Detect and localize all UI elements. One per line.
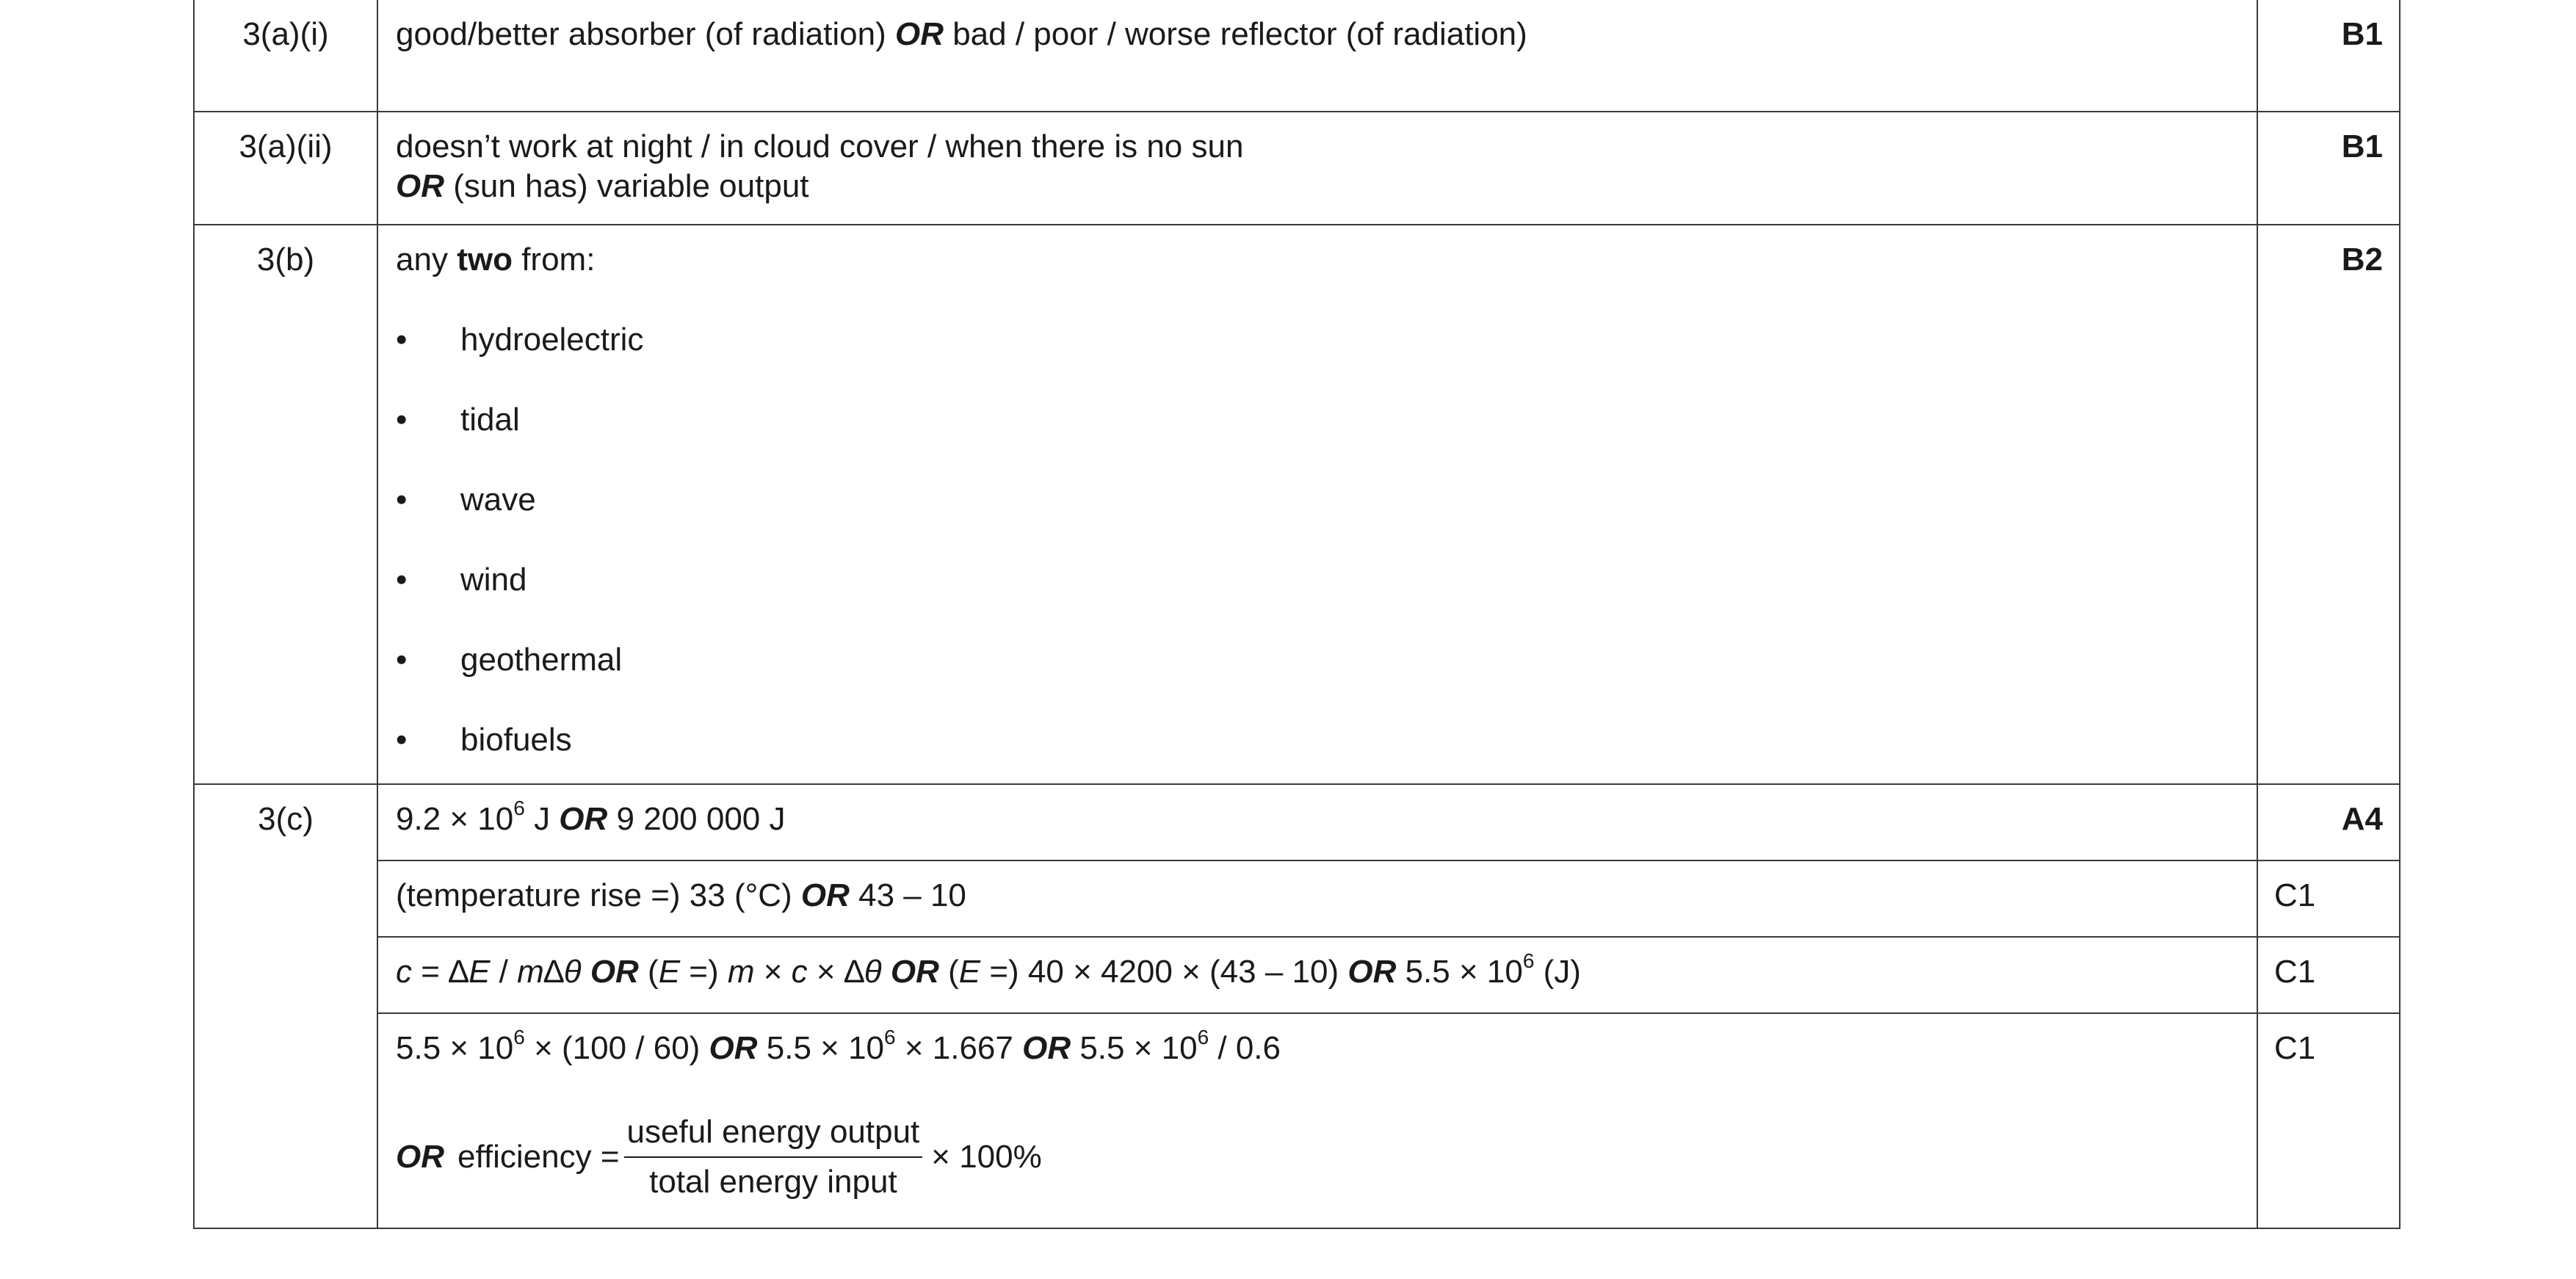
mark-cell: A4 bbox=[2257, 784, 2400, 860]
efficiency-formula bbox=[396, 1112, 2239, 1202]
answer-text-alt: bad / poor / worse reflector (of radiation) bbox=[952, 16, 1527, 52]
var-m: m bbox=[727, 954, 755, 990]
or-keyword: OR bbox=[396, 168, 444, 204]
mark-scheme-sheet bbox=[193, 0, 2399, 1229]
symbol: / bbox=[490, 954, 518, 990]
table-row-3b bbox=[194, 225, 2400, 784]
answer-cell bbox=[377, 937, 2257, 1013]
symbol: × bbox=[754, 954, 792, 990]
bullet-list bbox=[396, 320, 2239, 760]
answer-text: good/better absorber (of radiation) bbox=[396, 16, 886, 52]
mark-cell: C1 bbox=[2257, 937, 2400, 1013]
var-m: m bbox=[517, 954, 544, 990]
answer-text-alt: (sun has) variable output bbox=[453, 168, 809, 204]
list-item bbox=[396, 560, 2239, 600]
intro-text: any bbox=[396, 242, 448, 278]
or-keyword: OR bbox=[894, 16, 944, 52]
answer-cell bbox=[377, 1013, 2257, 1228]
table-row-3ai bbox=[194, 0, 2400, 112]
question-number: 3(a)(ii) bbox=[194, 112, 377, 225]
list-item-text: biofuels bbox=[460, 722, 572, 758]
bullet-icon: • bbox=[396, 642, 408, 678]
list-item-text: wind bbox=[460, 562, 527, 598]
table-row-3c bbox=[194, 784, 2400, 860]
mark-cell: B1 bbox=[2257, 112, 2400, 225]
list-item-text: tidal bbox=[460, 402, 520, 438]
mark-cell: B1 bbox=[2257, 0, 2400, 112]
symbol: × ∆ bbox=[807, 954, 864, 990]
answer-line-2 bbox=[396, 167, 2239, 206]
or-keyword: OR bbox=[559, 801, 608, 837]
list-item-text: geothermal bbox=[460, 642, 623, 678]
var-c: c bbox=[396, 954, 412, 990]
bullet-icon: • bbox=[396, 322, 408, 358]
bullet-icon: • bbox=[396, 482, 408, 518]
calc-value: 5.5 × 10 bbox=[396, 1030, 514, 1066]
table-row-3c-step2 bbox=[194, 937, 2400, 1013]
answer-intro bbox=[396, 240, 2239, 280]
mark-cell: C1 bbox=[2257, 860, 2400, 937]
step-text: (temperature rise =) 33 (°C) bbox=[396, 877, 801, 913]
var-theta: θ bbox=[563, 954, 582, 990]
or-keyword: OR bbox=[1022, 1030, 1071, 1066]
result-value: 5.5 × 10 bbox=[1396, 954, 1523, 990]
table-row-3c-step1 bbox=[194, 860, 2400, 937]
var-c: c bbox=[791, 954, 808, 990]
list-item bbox=[396, 320, 2239, 360]
calc-text: × (100 / 60) bbox=[524, 1030, 709, 1066]
or-keyword: OR bbox=[590, 954, 639, 990]
percent-multiplier: × 100% bbox=[931, 1139, 1042, 1175]
var-e: E bbox=[958, 954, 981, 990]
fraction bbox=[624, 1112, 923, 1202]
mark-scheme-table bbox=[193, 0, 2400, 1229]
calc-value: 5.5 × 10 bbox=[1071, 1030, 1198, 1066]
var-theta: θ bbox=[864, 954, 882, 990]
table-row-3c-step3 bbox=[194, 1013, 2400, 1228]
answer-value-alt: 9 200 000 J bbox=[607, 801, 786, 837]
answer-cell bbox=[377, 860, 2257, 937]
answer-cell bbox=[377, 0, 2257, 112]
fraction-numerator: useful energy output bbox=[624, 1112, 923, 1158]
calc-text: / 0.6 bbox=[1209, 1030, 1281, 1066]
or-keyword: OR bbox=[709, 1030, 758, 1066]
var-e: E bbox=[658, 954, 681, 990]
symbol: ( bbox=[638, 954, 659, 990]
question-number: 3(c) bbox=[194, 784, 377, 1228]
answer-cell bbox=[377, 225, 2257, 784]
list-item-text: hydroelectric bbox=[460, 322, 644, 358]
calculation-line bbox=[396, 1026, 2239, 1068]
exponent: 6 bbox=[1197, 1026, 1209, 1049]
question-number: 3(a)(i) bbox=[194, 0, 377, 112]
calculation: =) 40 × 4200 × (43 – 10) bbox=[980, 954, 1348, 990]
intro-emphasis: two bbox=[457, 242, 513, 278]
or-keyword: OR bbox=[1347, 954, 1397, 990]
answer-cell bbox=[377, 784, 2257, 860]
symbol: = ∆ bbox=[412, 954, 469, 990]
exponent: 6 bbox=[1522, 949, 1535, 973]
list-item bbox=[396, 480, 2239, 520]
fraction-denominator: total energy input bbox=[649, 1164, 897, 1200]
question-number: 3(b) bbox=[194, 225, 377, 784]
exponent: 6 bbox=[884, 1026, 896, 1049]
bullet-icon: • bbox=[396, 562, 408, 598]
intro-text-end: from: bbox=[521, 242, 596, 278]
or-keyword: OR bbox=[890, 954, 939, 990]
bullet-icon: • bbox=[396, 402, 408, 438]
answer-value: 9.2 × 10 bbox=[396, 801, 514, 837]
calc-text: × 1.667 bbox=[895, 1030, 1023, 1066]
mark-cell: B2 bbox=[2257, 225, 2400, 784]
answer-line-1: doesn’t work at night / in cloud cover / when there is no sun bbox=[396, 128, 1244, 164]
exponent: 6 bbox=[513, 1026, 525, 1049]
answer-cell bbox=[377, 112, 2257, 225]
unit: (J) bbox=[1534, 954, 1581, 990]
step-text-alt: 43 – 10 bbox=[849, 877, 966, 913]
list-item bbox=[396, 400, 2239, 440]
list-item bbox=[396, 640, 2239, 680]
calc-value: 5.5 × 10 bbox=[757, 1030, 885, 1066]
or-keyword: OR bbox=[800, 877, 850, 913]
bullet-icon: • bbox=[396, 722, 408, 758]
exponent: 6 bbox=[513, 797, 525, 820]
symbol: =) bbox=[680, 954, 728, 990]
symbol: ∆ bbox=[543, 954, 564, 990]
table-row-3aii bbox=[194, 112, 2400, 225]
or-keyword: OR bbox=[396, 1139, 444, 1175]
mark-cell: C1 bbox=[2257, 1013, 2400, 1228]
unit: J bbox=[524, 801, 560, 837]
efficiency-label: efficiency = bbox=[457, 1139, 620, 1175]
list-item-text: wave bbox=[460, 482, 536, 518]
list-item bbox=[396, 720, 2239, 760]
var-e: E bbox=[468, 954, 491, 990]
symbol: ( bbox=[938, 954, 959, 990]
